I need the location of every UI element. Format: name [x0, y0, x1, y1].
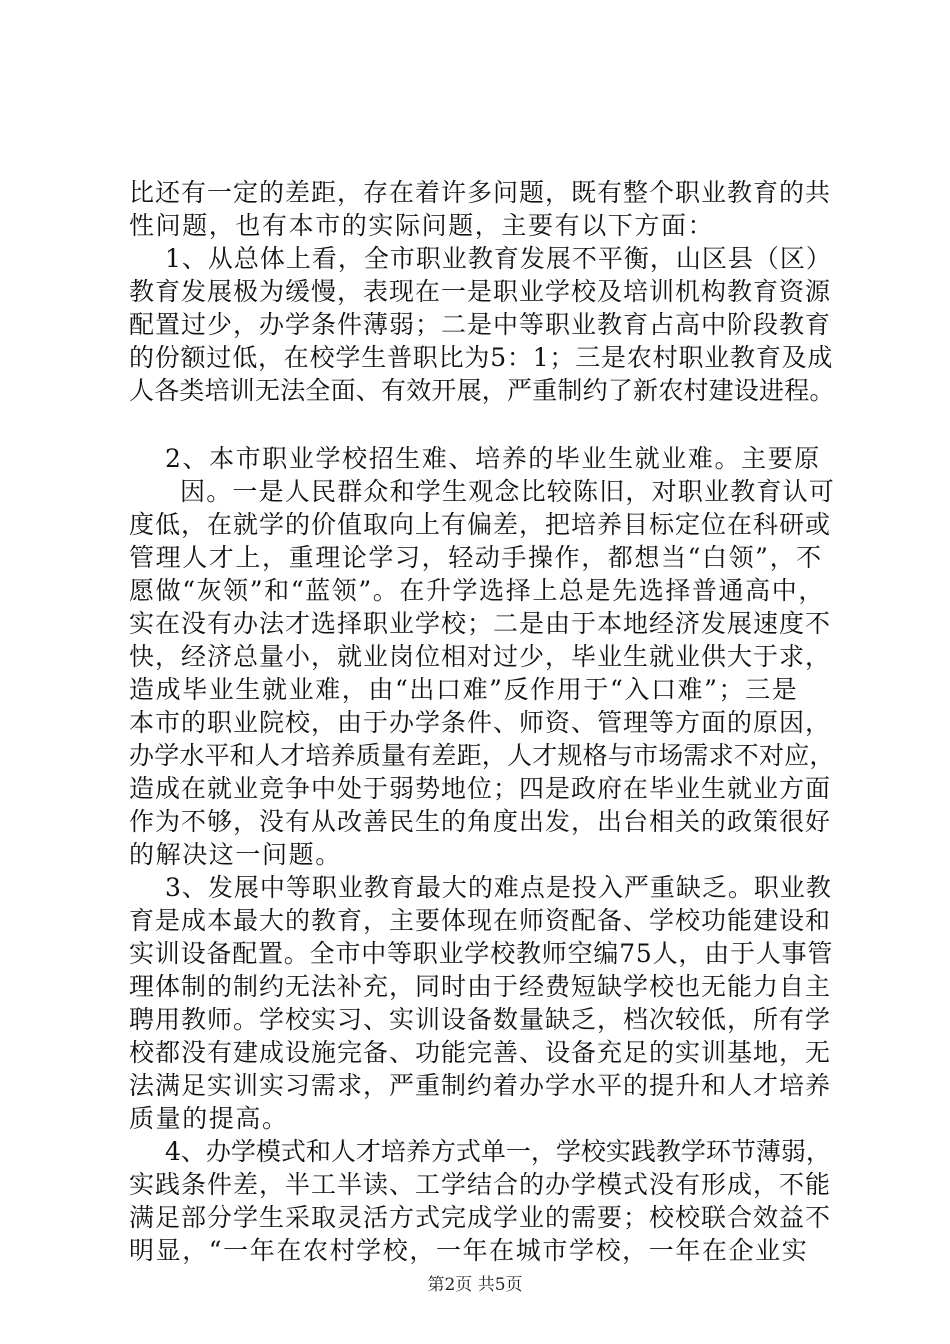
text-line: 校都没有建成设施完备、功能完善、设备充足的实训基地，无 — [129, 1038, 832, 1067]
text-line: 办学水平和人才培养质量有差距，人才规格与市场需求不对应， — [129, 741, 835, 770]
text-line: 愿做“灰领”和“蓝领”。在升学选择上总是先选择普通高中， — [129, 576, 825, 605]
text-line: 本市的职业院校，由于办学条件、师资、管理等方面的原因， — [129, 708, 832, 737]
text-line: 3、发展中等职业教育最大的难点是投入严重缺乏。职业教 — [165, 873, 832, 902]
text-line: 作为不够，没有从改善民生的角度出发，出台相关的政策很好 — [129, 807, 832, 836]
text-line: 2、本市职业学校招生难、培养的毕业生就业难。主要原 — [165, 444, 821, 473]
text-line: 质量的提高。 — [129, 1104, 289, 1133]
text-line: 育是成本最大的教育，主要体现在师资配备、学校功能建设和 — [129, 906, 832, 935]
text-line: 的解决这一问题。 — [129, 840, 342, 869]
text-line: 比还有一定的差距，存在着许多问题，既有整个职业教育的共 — [129, 178, 832, 207]
text-line: 造成毕业生就业难，由“出口难”反作用于“入口难”；三是 — [129, 675, 799, 704]
text-line: 人各类培训无法全面、有效开展，严重制约了新农村建设进程。 — [129, 376, 835, 405]
text-line: 配置过少，办学条件薄弱；二是中等职业教育占高中阶段教育 — [129, 310, 832, 339]
text-line: 快，经济总量小，就业岗位相对过少，毕业生就业供大于求， — [129, 642, 832, 671]
text-line: 度低，在就学的价值取向上有偏差，把培养目标定位在科研或 — [129, 510, 832, 539]
text-line: 法满足实训实习需求，严重制约着办学水平的提升和人才培养 — [129, 1071, 832, 1100]
text-line: 明显，“一年在农村学校，一年在城市学校，一年在企业实 — [129, 1236, 809, 1265]
text-line: 实在没有办法才选择职业学校；二是由于本地经济发展速度不 — [129, 609, 832, 638]
text-line: 的份额过低，在校学生普职比为5：1；三是农村职业教育及成 — [129, 343, 834, 372]
page-number-footer: 第2页 共5页 — [427, 1275, 523, 1295]
text-line: 实训设备配置。全市中等职业学校教师空编75人，由于人事管 — [129, 939, 834, 968]
text-line: 4、办学模式和人才培养方式单一，学校实践教学环节薄弱， — [165, 1137, 831, 1166]
text-line: 实践条件差，半工半读、工学结合的办学模式没有形成，不能 — [129, 1170, 832, 1199]
text-line: 聘用教师。学校实习、实训设备数量缺乏，档次较低，所有学 — [129, 1005, 832, 1034]
text-line: 性问题，也有本市的实际问题，主要有以下方面： — [129, 211, 715, 240]
text-line: 因。一是人民群众和学生观念比较陈旧，对职业教育认可 — [180, 477, 836, 506]
text-line: 理体制的制约无法补充，同时由于经费短缺学校也无能力自主 — [129, 972, 832, 1001]
text-line: 管理人才上，重理论学习，轻动手操作，都想当“白领”，不 — [129, 543, 823, 572]
text-line: 1、从总体上看，全市职业教育发展不平衡，山区县（区） — [165, 244, 832, 273]
text-line: 教育发展极为缓慢，表现在一是职业学校及培训机构教育资源 — [129, 277, 832, 306]
text-line: 满足部分学生采取灵活方式完成学业的需要；校校联合效益不 — [129, 1203, 832, 1232]
text-line: 造成在就业竞争中处于弱势地位；四是政府在毕业生就业方面 — [129, 774, 832, 803]
